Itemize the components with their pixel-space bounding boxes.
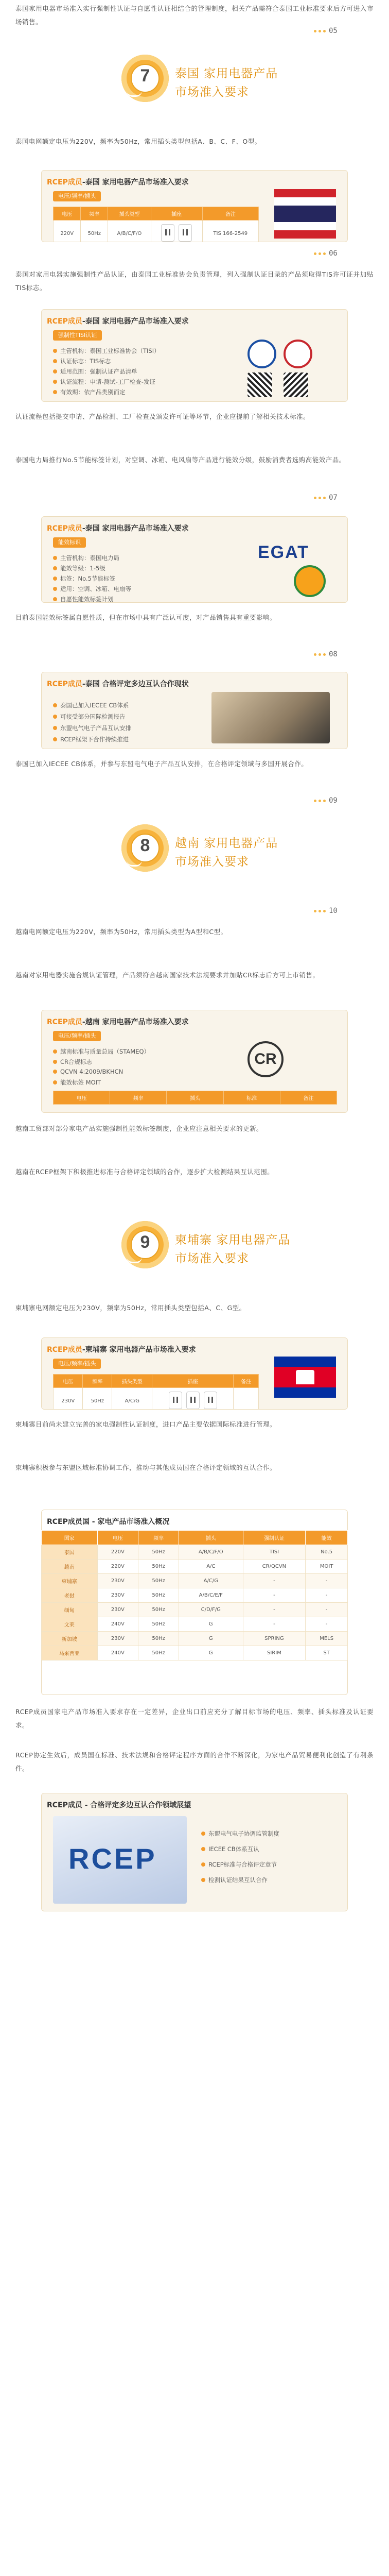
paragraph: 柬埔寨目前尚未建立完善的家电强制性认证制度，进口产品主要依据国际标准进行管理。 <box>15 1420 277 1428</box>
thailand-flag-icon <box>274 189 336 230</box>
section-number-badge: 8 <box>121 824 169 872</box>
list-item: RCEP标准与合格评定章节 <box>201 1860 277 1869</box>
card-title: RCEP成员-泰国 家用电器产品市场准入要求 <box>47 178 189 187</box>
tisi-mark-icon <box>247 340 276 368</box>
infographic-card-th-voltage <box>41 170 348 242</box>
spec-table: 电压 频率 插头类型 插座 备注 220V 50Hz A/B/C/F/O TIS 166-2549 <box>53 207 259 242</box>
list-item: 认证标志：TIS标志 <box>53 357 111 365</box>
infographic-card-th-energy <box>41 516 348 603</box>
card-subtitle: 电压/频率/插头 <box>53 191 101 201</box>
paragraph: 目前泰国能效标签属自愿性质，但在市场中具有广泛认可度，对产品销售具有重要影响。 <box>15 614 277 621</box>
paragraph: 泰国已加入IECEE CB体系，并参与东盟电气电子产品互认安排，在合格评定领域与多国开展合作。 <box>15 760 308 768</box>
list-item: 主管机构：泰国电力局 <box>53 554 119 562</box>
list-item: 东盟电气电子产品互认安排 <box>53 724 131 732</box>
paragraph: 柬埔寨积极参与东盟区域标准协调工作，推动与其他成员国在合格评定领域的互认合作。 <box>15 1464 277 1471</box>
list-item: 可接受部分国际检测报告 <box>53 713 126 721</box>
list-item: 认证流程：申请-测试-工厂检查-发证 <box>53 378 155 386</box>
list-item: 有效期：依产品类别而定 <box>53 388 126 396</box>
table-row: 泰国 220V 50Hz A/B/C/F/O TISI No.5 <box>42 1545 348 1560</box>
paragraph: 认证流程包括提交申请、产品检测、工厂检查及颁发许可证等环节，企业应提前了解相关技术标准。 <box>15 413 310 420</box>
infographic-card-kh <box>41 1337 348 1410</box>
paragraph: 泰国电网额定电压为220V，频率为50Hz，常用插头类型包括A、B、C、F、O型。 <box>15 138 261 145</box>
page-indicator: 08 <box>314 650 338 658</box>
summary-table: 国家 电压 频率 插头 强制认证 能效 泰国 220V 50Hz A/B/C/F/O TISI No.5 越南 220V 50Hz A/C CR/QCVN MOIT 柬埔寨 230V 50Hz A/C/G - - 老挝 230V 50Hz A/B/C/E/F - - 缅甸 230V 50Hz C/D/F/G - - 文莱 240V 50Hz G - - 新加坡 230V 50Hz G SPRING MELS 马来西亚 240V 50Hz G SIRIM ST <box>41 1530 348 1660</box>
section-heading-thailand <box>0 49 389 127</box>
intro-paragraph: 泰国家用电器市场准入实行强制性认证与自愿性认证相结合的管理制度，相关产品需符合泰国工业标准要求后方可进入市场销售。 <box>15 5 374 26</box>
table-row: 缅甸 230V 50Hz C/D/F/G - - <box>42 1603 348 1617</box>
table-row: 越南 220V 50Hz A/C CR/QCVN MOIT <box>42 1560 348 1574</box>
list-item: RCEP框架下合作持续推进 <box>53 735 129 743</box>
card-title: RCEP成员 - 合格评定多边互认合作领域展望 <box>47 1801 191 1809</box>
page-indicator: 06 <box>314 249 338 258</box>
list-item: IECEE CB体系互认 <box>201 1845 259 1853</box>
paragraph: 越南电网额定电压为220V，频率为50Hz，常用插头类型为A型和C型。 <box>15 928 227 936</box>
page-indicator: 10 <box>314 907 338 915</box>
list-item: 适用：空调、冰箱、电扇等 <box>53 585 131 593</box>
energy-label-icon <box>294 565 326 597</box>
infographic-card-th-coop <box>41 672 348 749</box>
section-subtitle: 市场准入要求 <box>175 855 249 869</box>
section-subtitle: 市场准入要求 <box>175 86 249 99</box>
table-row: 新加坡 230V 50Hz G SPRING MELS <box>42 1632 348 1646</box>
paragraph: RCEP成员国家电产品市场准入要求存在一定差异，企业出口前应充分了解目标市场的电压、频率、插头标准及认证要求。 <box>15 1708 374 1729</box>
infographic-card-th-cert <box>41 309 348 402</box>
section-heading-vietnam <box>0 819 389 896</box>
table-row: 老挝 230V 50Hz A/B/C/E/F - - <box>42 1588 348 1603</box>
egat-logo: EGAT <box>258 543 309 562</box>
paragraph: 越南对家用电器实施合规认证管理，产品须符合越南国家技术法规要求并加贴CR标志后方可上市销售。 <box>15 971 320 979</box>
section-number-badge: 9 <box>121 1221 169 1268</box>
section-number-badge: 7 <box>121 55 169 102</box>
spec-table: 电压 频率 插头 标准 备注 <box>53 1091 337 1105</box>
card-title: RCEP成员-泰国 家用电器产品市场准入要求 <box>47 524 189 533</box>
qr-code-icon <box>247 372 272 397</box>
table-row: 文莱 240V 50Hz G - - <box>42 1617 348 1632</box>
socket-icons <box>169 1392 217 1409</box>
card-title: RCEP成员-泰国 家用电器产品市场准入要求 <box>47 317 189 326</box>
paragraph: 越南在RCEP框架下积极推进标准与合格评定领域的合作，逐步扩大检测结果互认范围。 <box>15 1168 274 1176</box>
paragraph: 泰国对家用电器实施强制性产品认证，由泰国工业标准协会负责管理，列入强制认证目录的产品须取得TIS许可证并加贴TIS标志。 <box>15 270 374 292</box>
rcep-coop-card <box>41 1793 348 1911</box>
list-item: 能效等级：1-5级 <box>53 564 105 572</box>
paragraph: RCEP协定生效后，成员国在标准、技术法规和合格评定程序方面的合作不断深化，为家电产品贸易便利化创造了有利条件。 <box>15 1751 374 1772</box>
table-row: 柬埔寨 230V 50Hz A/C/G - - <box>42 1574 348 1588</box>
card-title: RCEP成员-越南 家用电器产品市场准入要求 <box>47 1018 189 1026</box>
page-indicator <box>314 27 338 35</box>
list-item: 自愿性能效标签计划 <box>53 595 114 603</box>
paragraph: 柬埔寨电网额定电压为230V，频率为50Hz，常用插头类型包括A、C、G型。 <box>15 1304 246 1312</box>
socket-icons <box>161 224 192 242</box>
page-indicator: 09 <box>314 796 338 805</box>
list-item: 越南标准与质量总局（STAMEQ） <box>53 1047 150 1056</box>
qr-code-icon <box>284 372 308 397</box>
cr-mark-icon: CR <box>247 1041 284 1077</box>
table-row: 马来西亚 240V 50Hz G SIRIM ST <box>42 1646 348 1660</box>
section-title: 越南 家用电器产品 <box>175 837 278 850</box>
section-heading-cambodia <box>0 1216 389 1293</box>
list-item: 泰国已加入IECEE CB体系 <box>53 701 129 709</box>
card-subtitle: 电压/频率/插头 <box>53 1359 101 1369</box>
card-title: RCEP成员国 - 家电产品市场准入概况 <box>47 1518 170 1526</box>
card-title: RCEP成员-泰国 合格评定多边互认合作现状 <box>47 680 189 688</box>
list-item: QCVN 4:2009/BKHCN <box>53 1068 123 1075</box>
card-subtitle: 强制性TISI认证 <box>53 330 102 341</box>
list-item: 东盟电气电子协调监管制度 <box>201 1829 279 1838</box>
paragraph: 泰国电力局推行No.5节能标签计划，对空调、冰箱、电风扇等产品进行能效分级，鼓励消费者选购高能效产品。 <box>15 456 346 464</box>
page-indicator: 07 <box>314 494 338 502</box>
section-subtitle: 市场准入要求 <box>175 1252 249 1265</box>
list-item: 主管机构：泰国工业标准协会（TISI） <box>53 347 160 355</box>
handshake-photo <box>211 692 330 743</box>
list-item: 适用范围：强制认证产品清单 <box>53 367 137 376</box>
section-title: 柬埔寨 家用电器产品 <box>175 1233 291 1247</box>
list-item: 标签：No.5节能标签 <box>53 574 115 583</box>
spec-table: 电压 频率 插头类型 插座 备注 230V 50Hz A/C/G <box>53 1374 259 1410</box>
cambodia-flag-icon <box>274 1357 336 1398</box>
card-subtitle: 电压/频率/插头 <box>53 1031 101 1041</box>
list-item: CR合规标志 <box>53 1058 92 1066</box>
list-item: 检测认证结果互认合作 <box>201 1876 268 1884</box>
list-item: 能效标签 MOIT <box>53 1078 101 1087</box>
infographic-card-vn <box>41 1010 348 1113</box>
card-subtitle: 能效标识 <box>53 537 86 548</box>
card-title: RCEP成员-柬埔寨 家用电器产品市场准入要求 <box>47 1346 196 1354</box>
paragraph: 越南工贸部对部分家电产品实施强制性能效标签制度，企业应注意相关要求的更新。 <box>15 1125 263 1132</box>
rcep-banner-image: RCEP <box>53 1816 187 1904</box>
section-title: 泰国 家用电器产品 <box>175 67 278 80</box>
tisi-mark-icon <box>284 340 312 368</box>
page-number: 05 <box>329 27 338 35</box>
